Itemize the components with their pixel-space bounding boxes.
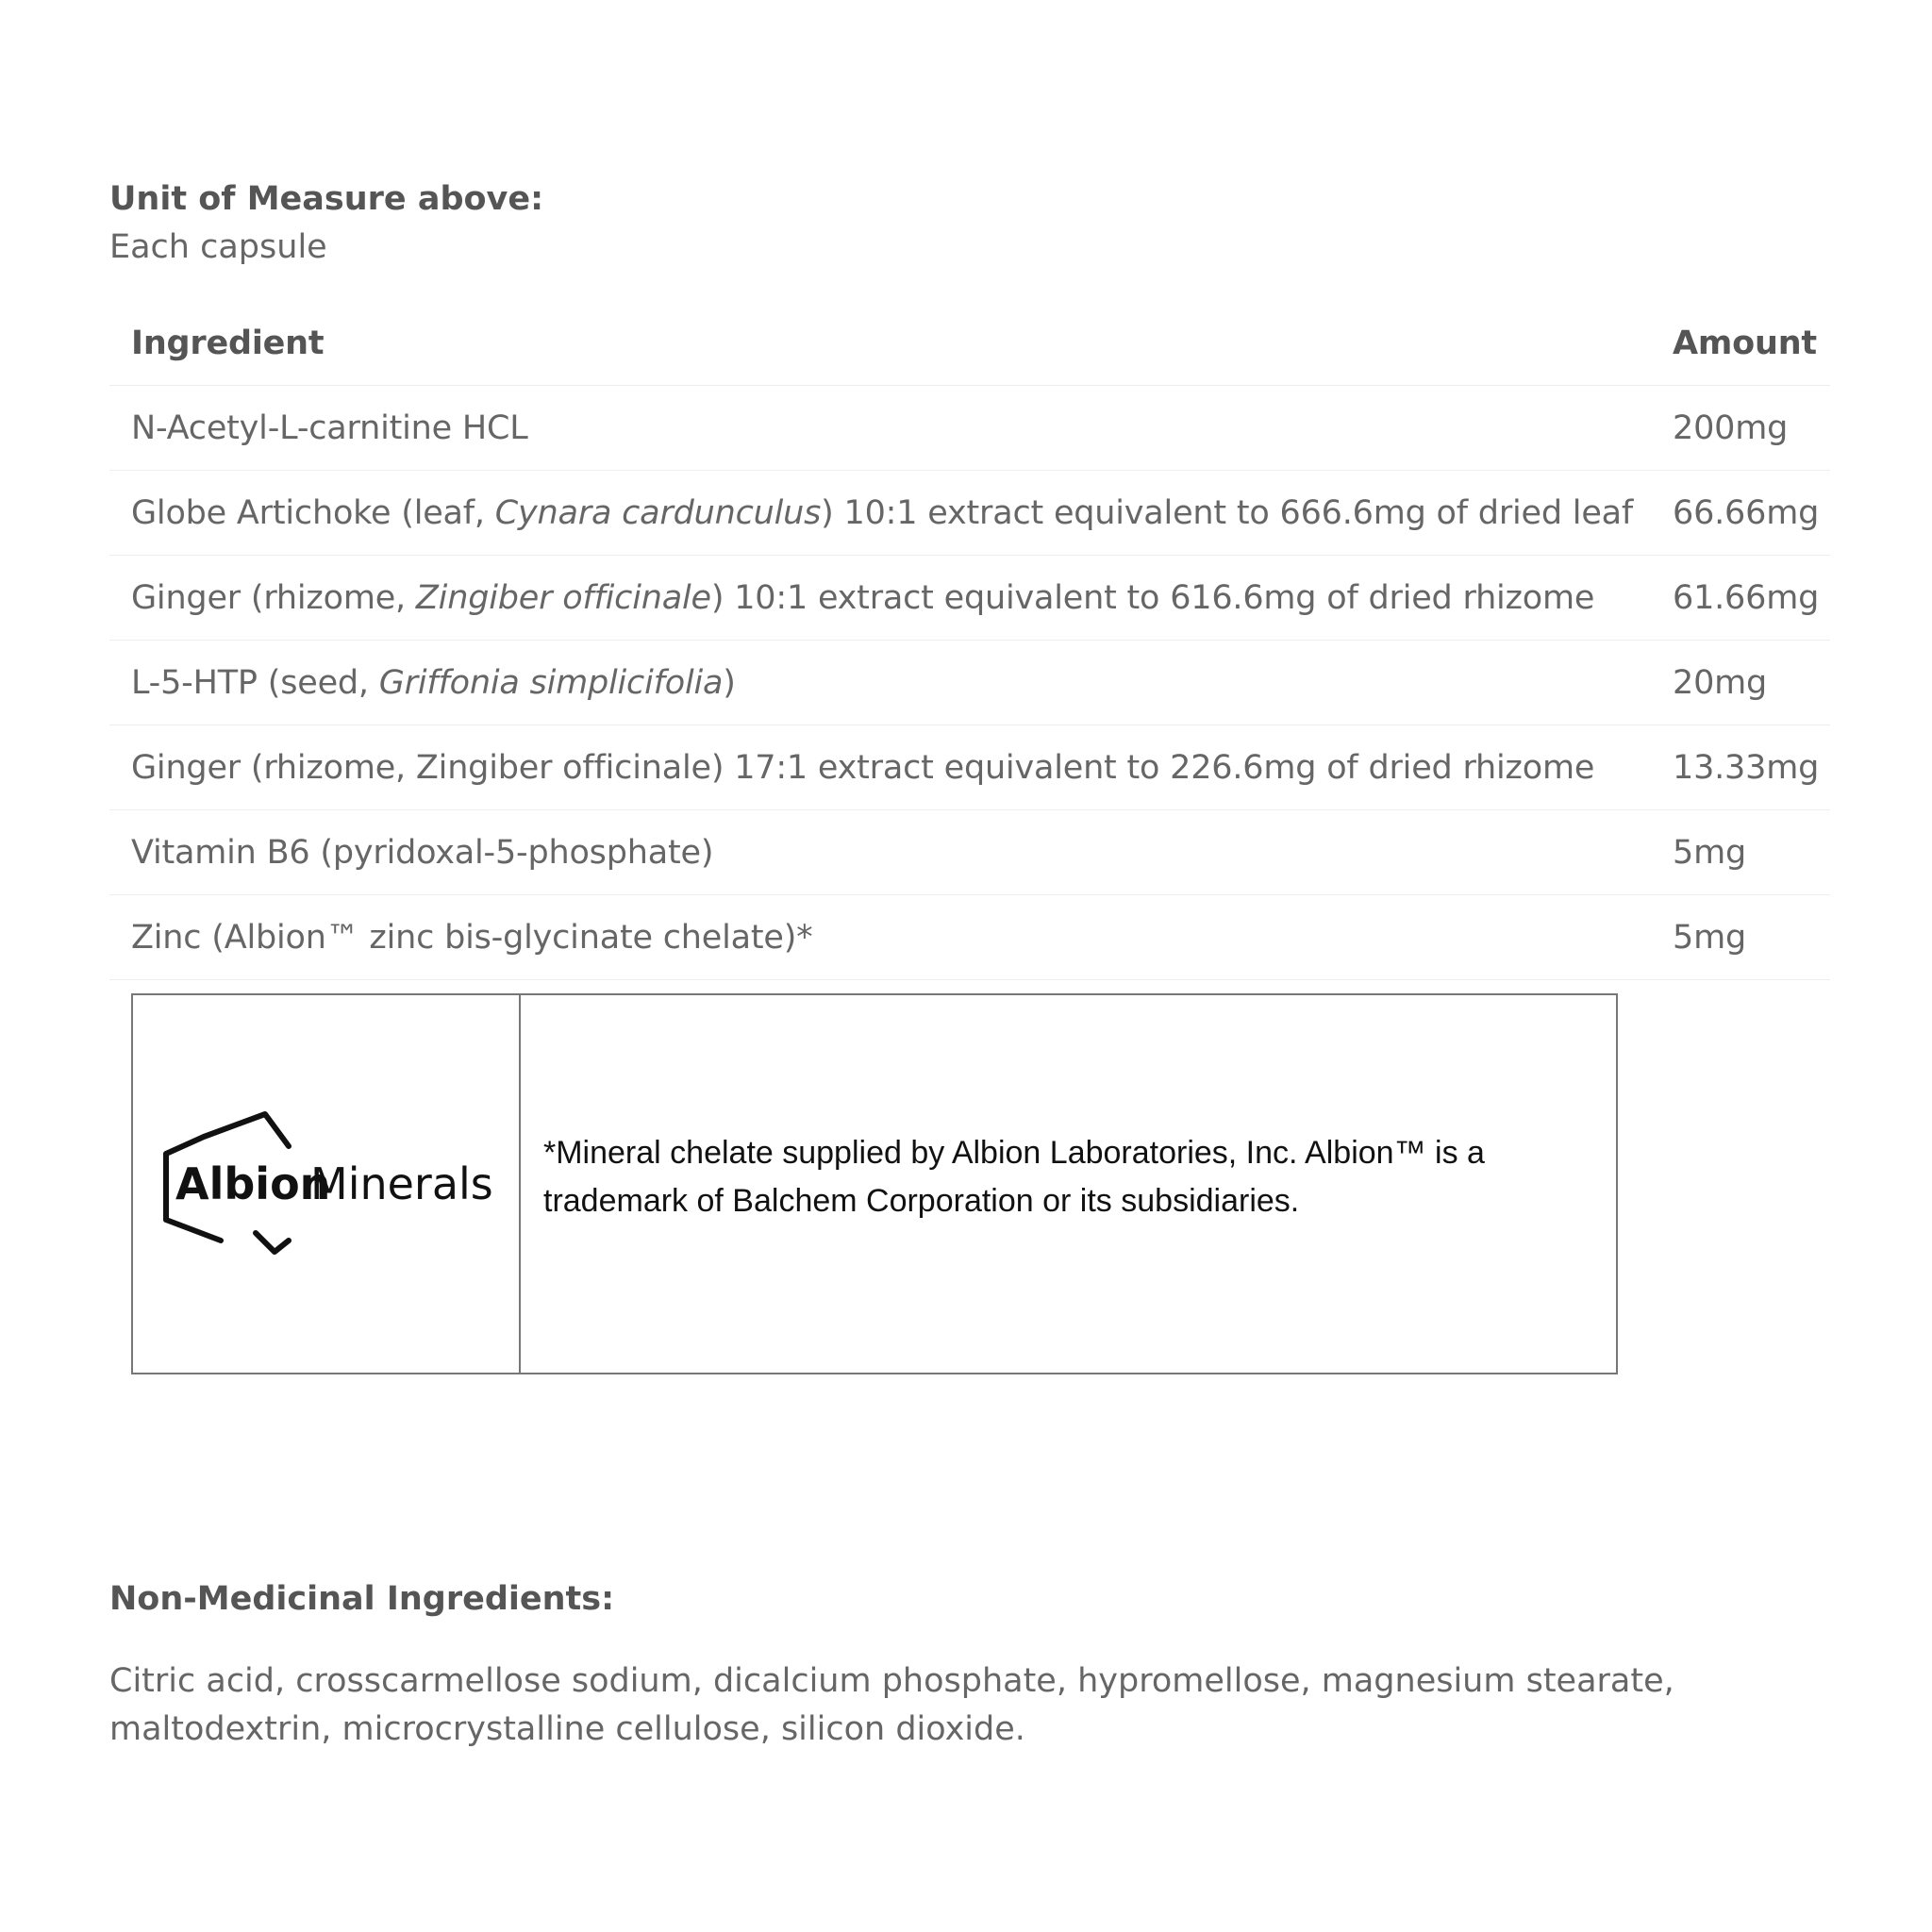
amount-cell: 5mg: [1651, 810, 1830, 895]
amount-cell: 66.66mg: [1651, 471, 1830, 556]
table-row: [109, 810, 1830, 895]
albion-note-cell: [521, 995, 1616, 1373]
ingredient-text: Vitamin B6 (pyridoxal-5-phosphate): [131, 833, 714, 872]
ingredient-cell: [109, 725, 1651, 810]
ingredient-cell: [109, 556, 1651, 641]
table-row: [109, 641, 1830, 725]
ingredient-text: ) 10:1 extract equivalent to 666.6mg of dried leaf: [821, 493, 1634, 532]
unit-of-measure-value: Each capsule: [109, 228, 327, 266]
amount-column-header: Amount: [1651, 302, 1830, 386]
amount-cell: 13.33mg: [1651, 725, 1830, 810]
ingredient-text: Globe Artichoke (leaf,: [131, 493, 495, 532]
amount-cell: 5mg: [1651, 895, 1830, 980]
amount-cell: 20mg: [1651, 641, 1830, 725]
ingredient-text: Zinc (Albion™ zinc bis-glycinate chelate)*: [131, 918, 813, 957]
ingredient-text: L-5-HTP (seed,: [131, 663, 379, 702]
ingredient-text: ) 10:1 extract equivalent to 616.6mg of dried rhizome: [710, 578, 1595, 617]
ingredient-text: N-Acetyl-L-carnitine HCL: [131, 408, 528, 447]
ingredients-table: [109, 302, 1830, 980]
ingredient-cell: [109, 471, 1651, 556]
ingredient-text: Ginger (rhizome, Zingiber officinale) 17:1 extract equivalent to 226.6mg of dried rhizome: [131, 748, 1595, 787]
ingredient-latin-name: Griffonia simplicifolia: [378, 663, 724, 702]
ingredient-column-header: Ingredient: [109, 302, 1651, 386]
non-medicinal-ingredients-label: Non-Medicinal Ingredients:: [109, 1580, 615, 1618]
ingredient-cell: [109, 895, 1651, 980]
albion-logo-cell: [133, 995, 521, 1373]
table-row: [109, 386, 1830, 471]
logo-word-albion: Albion: [175, 1158, 330, 1209]
amount-cell: 61.66mg: [1651, 556, 1830, 641]
ingredients-table-body: [109, 386, 1830, 980]
ingredient-latin-name: Cynara cardunculus: [494, 493, 822, 532]
albion-notice-box: [131, 993, 1618, 1374]
albion-trademark-note: *Mineral chelate supplied by Albion Laboratories, Inc. Albion™ is a trademark of Balchem Corporation or its subsidiaries.: [543, 1135, 1485, 1219]
ingredient-cell: [109, 641, 1651, 725]
ingredient-latin-name: Zingiber officinale: [415, 578, 711, 617]
ingredient-cell: [109, 386, 1651, 471]
non-medicinal-ingredients-text: Citric acid, crosscarmellose sodium, dicalcium phosphate, hypromellose, magnesium stearate, maltodextrin, microcrystalline cellulose, silicon dioxide.: [109, 1662, 1674, 1748]
logo-word-minerals: Minerals: [309, 1158, 493, 1209]
table-row: [109, 895, 1830, 980]
amount-cell: 200mg: [1651, 386, 1830, 471]
ingredient-text: ): [723, 663, 736, 702]
table-row: [109, 725, 1830, 810]
ingredient-cell: [109, 810, 1651, 895]
ingredient-text: Ginger (rhizome,: [131, 578, 416, 617]
table-row: [109, 556, 1830, 641]
table-header-row: [109, 302, 1830, 386]
table-row: [109, 471, 1830, 556]
albion-minerals-logo: [157, 1108, 496, 1259]
unit-of-measure-label: Unit of Measure above:: [109, 180, 544, 218]
